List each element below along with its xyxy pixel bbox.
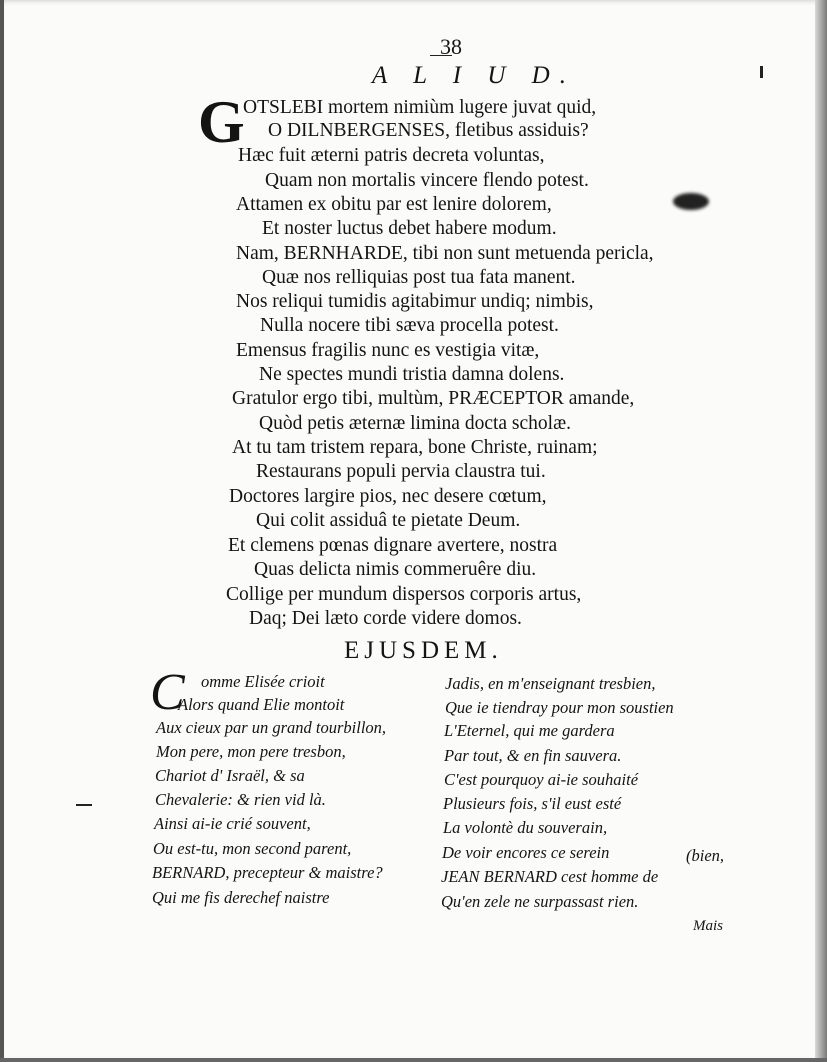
- verse-line-left: Chevalerie: & rien vid là.: [155, 790, 326, 809]
- verse-line: Quæ nos relliquias post tua fata manent.: [262, 267, 576, 288]
- verse-line-right: Plusieurs fois, s'il eust esté: [443, 794, 622, 813]
- verse-line: Emensus fragilis nunc es vestigia vitæ,: [236, 340, 540, 361]
- verse-line-left: Qui me fis derechef naistre: [152, 888, 330, 907]
- verse-line: Quas delicta nimis commeruêre diu.: [254, 559, 537, 580]
- verse-line: Doctores largire pios, nec desere cœtum,: [229, 486, 547, 507]
- ink-mark: [760, 66, 763, 78]
- verse-line-left: BERNARD, precepteur & maistre?: [152, 863, 383, 882]
- ink-blot: [673, 193, 709, 210]
- verse-line: Restaurans populi pervia claustra tui.: [256, 461, 546, 482]
- verse-line-right: Par tout, & en fin sauvera.: [444, 746, 622, 765]
- verse-line-right: Jadis, en m'enseignant tresbien,: [445, 674, 656, 693]
- verse-line-right: De voir encores ce serein: [442, 843, 610, 862]
- verse-line-right: Que ie tiendray pour mon soustien: [445, 698, 674, 717]
- verse-line: O DILNBERGENSES, fletibus assiduis?: [268, 120, 589, 141]
- verse-line: Et clemens pœnas dignare avertere, nostra: [228, 535, 558, 556]
- verse-line: Et noster luctus debet habere modum.: [262, 218, 557, 239]
- catchword: Mais: [693, 918, 723, 934]
- verse-line: Attamen ex obitu par est lenire dolorem,: [236, 194, 552, 215]
- verse-line-left: Chariot d' Israël, & sa: [155, 766, 305, 785]
- verse-line-right: Qu'en zele ne surpassast rien.: [441, 892, 639, 911]
- verse-line-left: Ou est-tu, mon second parent,: [153, 839, 352, 858]
- section-title: EJUSDEM.: [344, 637, 503, 664]
- page-edge-bottom: [0, 1058, 827, 1062]
- drop-cap: G: [198, 89, 245, 155]
- verse-line: Quòd petis æternæ limina docta scholæ.: [259, 413, 571, 434]
- page-edge-right: [815, 0, 827, 1062]
- verse-line: Quam non mortalis vincere flendo potest.: [265, 170, 589, 191]
- verse-line-right: JEAN BERNARD cest homme de: [441, 867, 659, 886]
- verse-line-right: C'est pourquoy ai-ie souhaité: [444, 770, 639, 789]
- verse-line-left: Aux cieux par un grand tourbillon,: [156, 718, 387, 737]
- verse-line: Qui colit assiduâ te pietate Deum.: [256, 510, 521, 531]
- verse-line: Nam, BERNHARDE, tibi non sunt metuenda pericla,: [236, 243, 654, 264]
- turnover-word: (bien,: [686, 846, 725, 865]
- verse-line-left: Ainsi ai-ie crié souvent,: [154, 814, 311, 833]
- page-number: 38: [440, 34, 462, 59]
- verse-line: Gratulor ergo tibi, multùm, PRÆCEPTOR amande,: [232, 388, 635, 409]
- poem-title: A L I U D.: [372, 62, 576, 89]
- verse-line-left: Alors quand Elie montoit: [178, 695, 345, 714]
- verse-line: Daq; Dei læto corde videre domos.: [249, 608, 522, 629]
- page-number-rule: [430, 55, 452, 56]
- verse-line: Nulla nocere tibi sæva procella potest.: [260, 315, 559, 336]
- verse-line-left: omme Elisée crioit: [201, 672, 325, 691]
- verse-line: Nos reliqui tumidis agitabimur undiq; nimbis,: [236, 291, 594, 312]
- verse-line-right: L'Eternel, qui me gardera: [444, 721, 615, 740]
- drop-cap: C: [150, 664, 185, 721]
- verse-line: Ne spectes mundi tristia damna dolens.: [259, 364, 565, 385]
- verse-line: OTSLEBI mortem nimiùm lugere juvat quid,: [243, 97, 597, 118]
- page-edge-left: [0, 0, 4, 1062]
- margin-rule: [76, 804, 92, 806]
- verse-line-right: La volontè du souverain,: [443, 818, 608, 837]
- verse-line: At tu tam tristem repara, bone Christe, ruinam;: [232, 437, 598, 458]
- verse-line: Hæc fuit æterni patris decreta voluntas,: [238, 145, 545, 166]
- verse-line-left: Mon pere, mon pere tresbon,: [156, 742, 346, 761]
- verse-line: Collige per mundum dispersos corporis artus,: [226, 584, 582, 605]
